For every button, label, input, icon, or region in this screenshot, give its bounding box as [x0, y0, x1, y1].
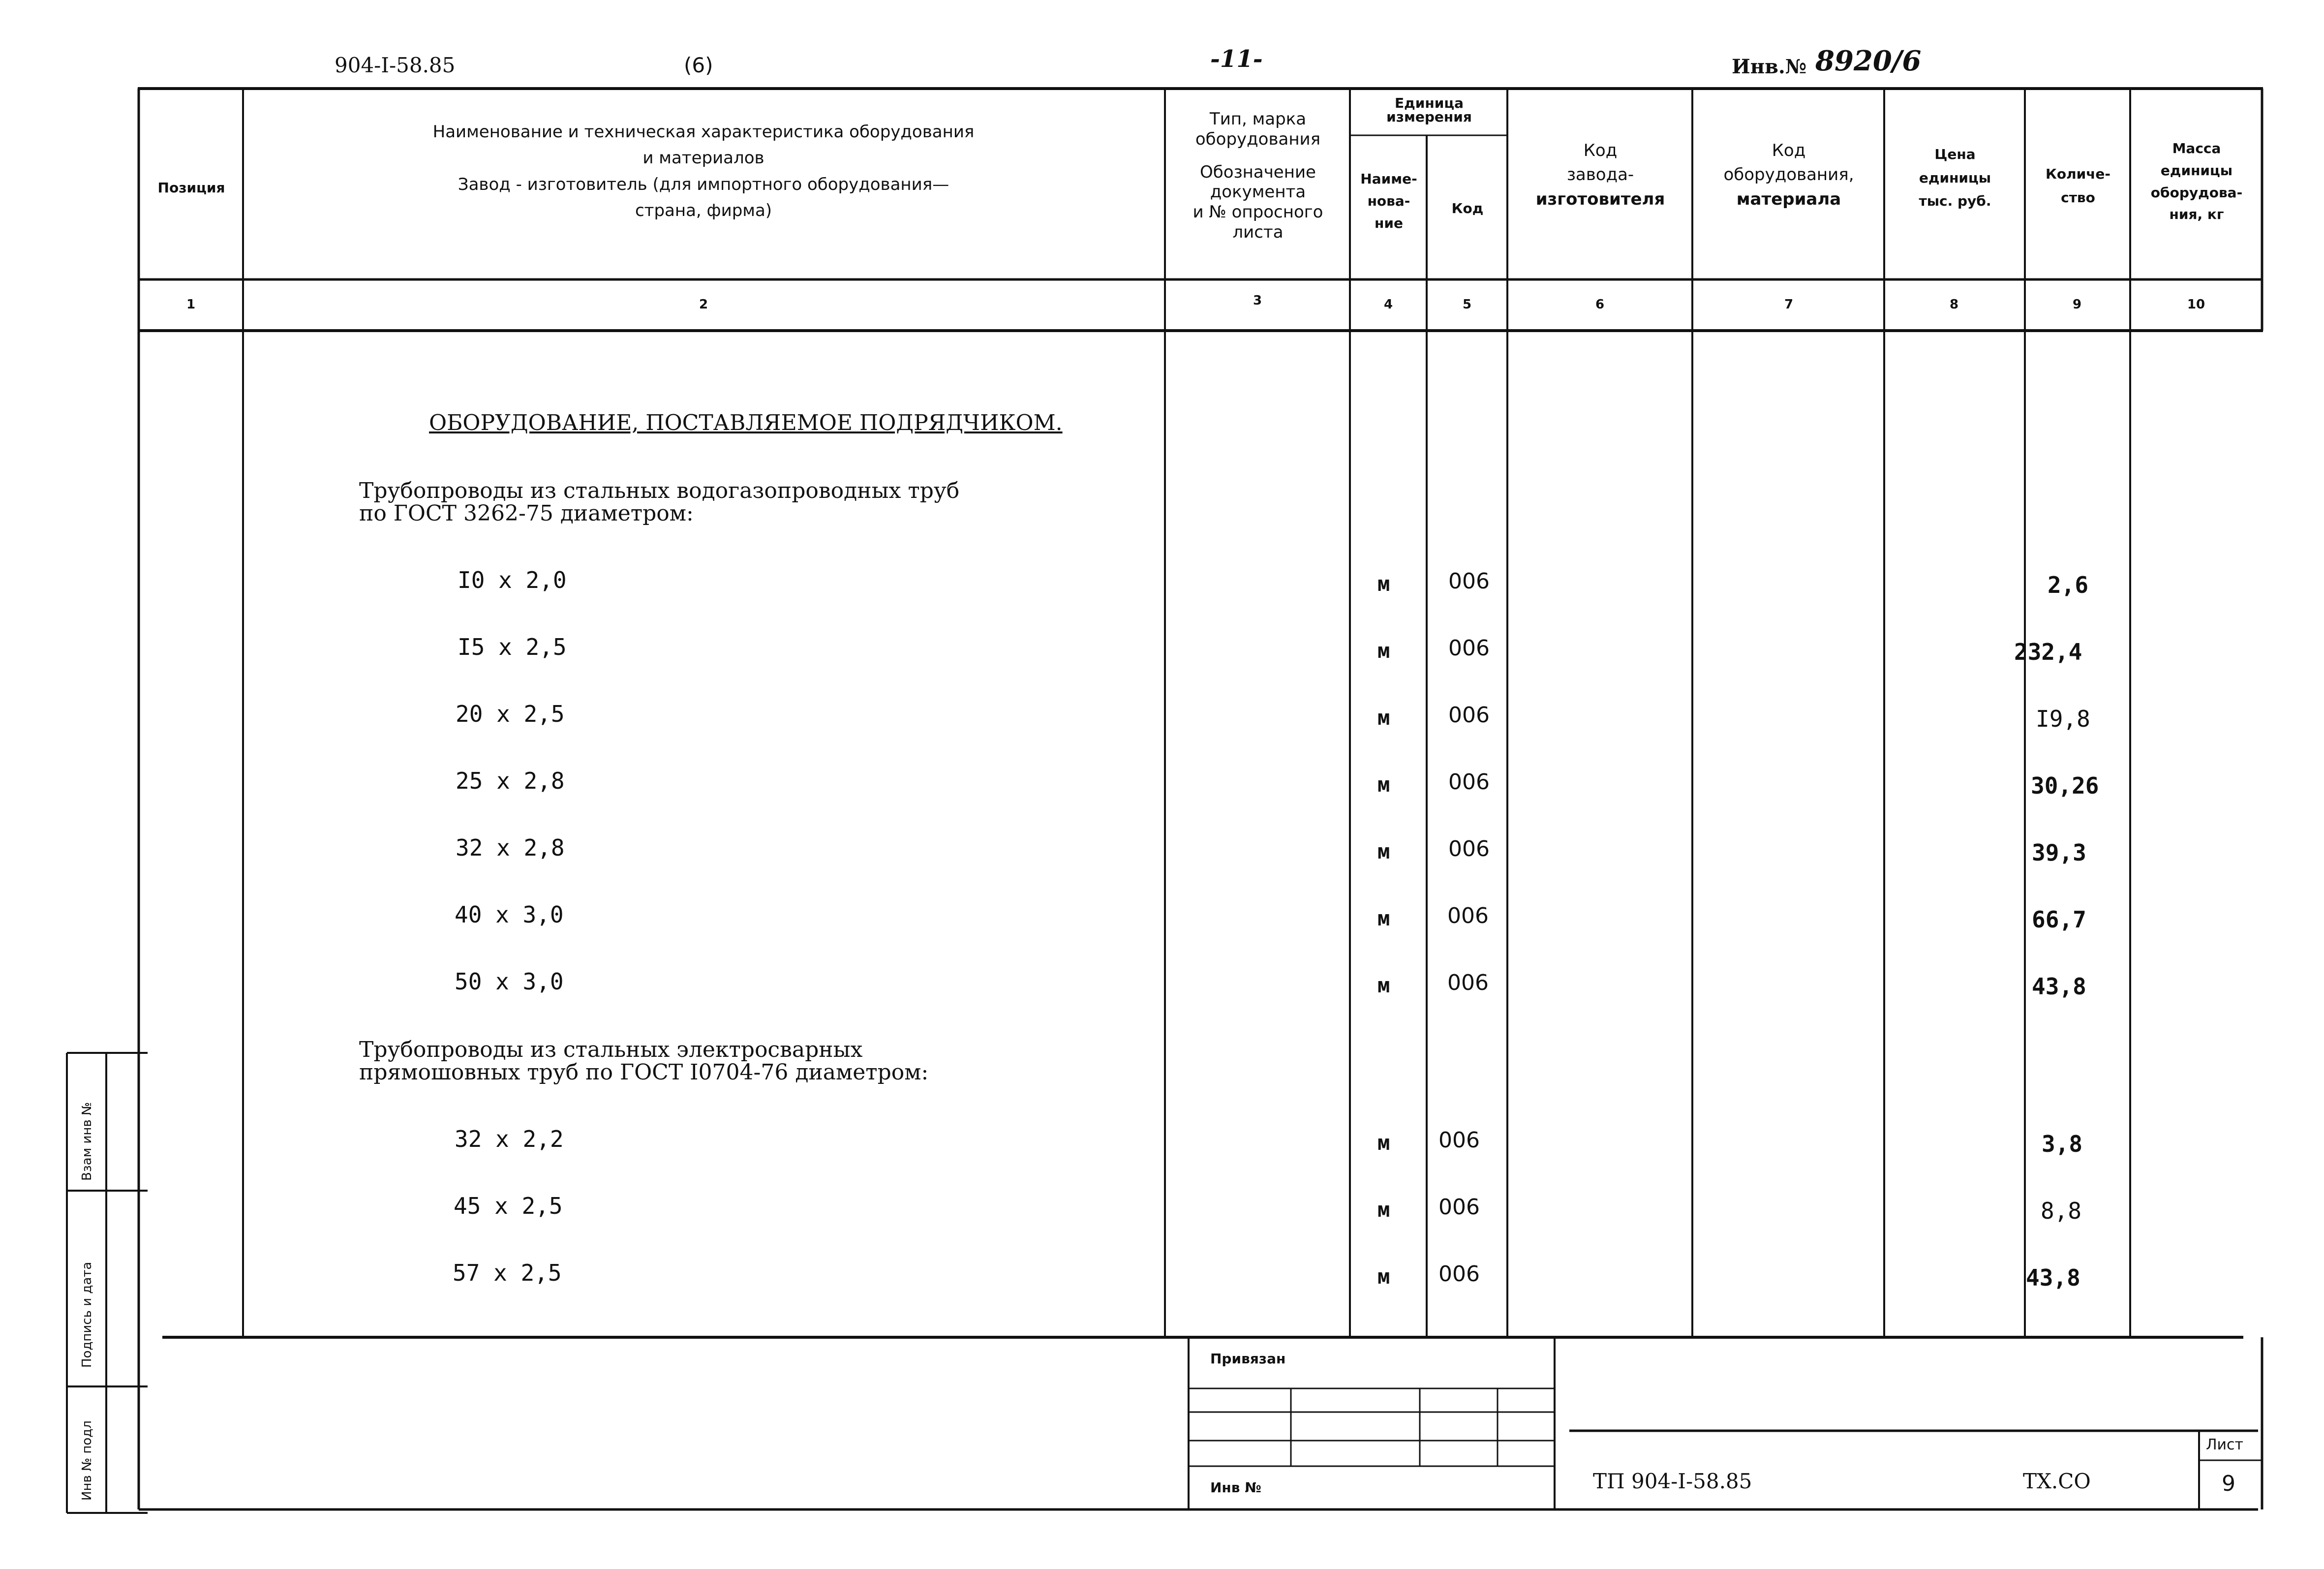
unit-name: м — [1377, 772, 1390, 797]
header-unit-name — [1351, 168, 1427, 234]
group1-title-line1: Трубопроводы из стальных водогазопроводных труб — [359, 478, 960, 503]
quantity: 66,7 — [2032, 906, 2086, 933]
sheet-label: Лист — [2206, 1436, 2244, 1453]
header-mfr-code-line3: изготовителя — [1535, 189, 1665, 209]
header-mass — [2131, 138, 2262, 226]
quantity: 232,4 — [2014, 639, 2082, 665]
quantity: 43,8 — [2026, 1264, 2080, 1291]
page-number: -11- — [1210, 45, 1263, 73]
unit-code: 006 — [1438, 1128, 1480, 1153]
unit-code: 006 — [1448, 836, 1490, 861]
pipe-size: 40 x 3,0 — [455, 901, 564, 928]
header-name — [246, 120, 1161, 223]
header-unit-name-line3: ние — [1375, 215, 1403, 231]
header-name-line4: страна, фирма) — [635, 200, 772, 220]
header-unit-group — [1351, 96, 1507, 124]
column-number: 3 — [1253, 293, 1262, 308]
unit-name: м — [1377, 1198, 1390, 1222]
sheet-number: 9 — [2222, 1471, 2235, 1496]
unit-name: м — [1377, 572, 1390, 596]
header-type-line6: листа — [1232, 222, 1284, 242]
header-type-line1: Тип, марка — [1209, 109, 1307, 129]
header-type-line2: оборудования — [1195, 129, 1321, 149]
unit-name: м — [1377, 639, 1390, 663]
column-number: 4 — [1383, 297, 1393, 312]
side-label-sign-date: Подпись и дата — [80, 1261, 94, 1368]
unit-code: 006 — [1448, 769, 1490, 795]
pipe-size: 45 x 2,5 — [454, 1193, 563, 1219]
unit-code: 006 — [1447, 970, 1489, 995]
column-number: 6 — [1595, 297, 1605, 312]
pipe-size: 20 x 2,5 — [456, 701, 565, 727]
section-title: ОБОРУДОВАНИЕ, ПОСТАВЛЯЕМОЕ ПОДРЯДЧИКОМ. — [429, 410, 1063, 435]
unit-name: м — [1377, 1131, 1390, 1155]
pipe-size: 57 x 2,5 — [453, 1260, 562, 1286]
header-mass-line1: Масса — [2172, 140, 2221, 156]
pipe-size: 25 x 2,8 — [456, 768, 565, 794]
unit-code: 006 — [1448, 703, 1490, 728]
group2-title-line2: прямошовных труб по ГОСТ I0704-76 диаметром: — [359, 1060, 929, 1085]
column-number: 10 — [2187, 297, 2205, 312]
sheet-variant: (6) — [684, 53, 713, 77]
header-mfr-code-line1: Код — [1583, 141, 1618, 160]
header-mass-line3: оборудова- — [2150, 184, 2243, 201]
column-number: 7 — [1784, 297, 1794, 312]
column-number: 2 — [699, 297, 708, 312]
header-mass-line4: ния, кг — [2169, 206, 2224, 223]
column-number: 8 — [1949, 297, 1959, 312]
inv-no-label: Инв № — [1210, 1479, 1261, 1496]
header-equip-code-line3: материала — [1736, 189, 1841, 209]
quantity: 3,8 — [2042, 1131, 2083, 1157]
header-qty — [2026, 162, 2130, 209]
header-price-line1: Цена — [1934, 146, 1976, 162]
group1-title-line2: по ГОСТ 3262-75 диаметром: — [359, 501, 694, 526]
side-label-inv-orig: Инв № подл — [80, 1420, 94, 1501]
pipe-size: I5 x 2,5 — [458, 634, 567, 660]
unit-code: 006 — [1448, 636, 1490, 661]
unit-code: 006 — [1438, 1261, 1480, 1287]
unit-code: 006 — [1447, 903, 1489, 928]
bound-label: Привязан — [1210, 1351, 1286, 1367]
group2-title-line1: Трубопроводы из стальных электросварных — [359, 1037, 863, 1062]
unit-name: м — [1377, 906, 1390, 930]
header-position: Позиция — [157, 180, 225, 196]
header-type — [1166, 109, 1350, 243]
pipe-size: 50 x 3,0 — [455, 968, 564, 995]
doc-code: 904-I-58.85 — [335, 53, 456, 77]
header-unit-code: Код — [1451, 200, 1484, 216]
header-price — [1885, 143, 2025, 213]
header-name-line2: и материалов — [642, 148, 764, 168]
header-equip-code — [1693, 139, 1884, 212]
quantity: 30,26 — [2031, 772, 2099, 799]
quantity: 2,6 — [2048, 572, 2089, 598]
header-type-line4: документа — [1210, 182, 1306, 202]
unit-name: м — [1377, 973, 1390, 997]
header-unit-name-line2: нова- — [1367, 192, 1410, 209]
section-code: ТХ.СО — [2023, 1469, 2091, 1493]
header-equip-code-line2: оборудования, — [1723, 165, 1854, 185]
header-unit-group-line2: измерения — [1386, 109, 1472, 125]
inv-number: 8920/6 — [1815, 45, 1922, 77]
quantity: 39,3 — [2032, 839, 2086, 866]
column-number: 1 — [186, 297, 196, 312]
header-name-line1: Наименование и техническая характеристика оборудования — [432, 122, 975, 142]
column-number: 9 — [2072, 297, 2082, 312]
side-label-replace: Взам инв № — [80, 1102, 94, 1181]
header-equip-code-line1: Код — [1772, 141, 1806, 160]
unit-code: 006 — [1448, 569, 1490, 594]
pipe-size: I0 x 2,0 — [458, 567, 567, 593]
unit-name: м — [1377, 1264, 1390, 1289]
quantity: 43,8 — [2032, 973, 2086, 1000]
pipe-size: 32 x 2,8 — [456, 834, 565, 861]
header-qty-line2: ство — [2061, 189, 2095, 206]
header-price-line3: тыс. руб. — [1919, 193, 1991, 210]
pipe-size: 32 x 2,2 — [455, 1126, 564, 1152]
header-unit-name-line1: Наиме- — [1360, 171, 1417, 187]
header-type-line5: и № опросного — [1193, 202, 1323, 222]
header-qty-line1: Количе- — [2045, 166, 2111, 182]
unit-code: 006 — [1438, 1195, 1480, 1220]
header-price-line2: единицы — [1919, 169, 1991, 186]
quantity: I9,8 — [2036, 706, 2090, 732]
quantity: 8,8 — [2041, 1198, 2082, 1224]
header-mfr-code — [1508, 139, 1692, 212]
inv-label: Инв.№ — [1732, 55, 1807, 78]
unit-name: м — [1377, 706, 1390, 730]
column-number: 5 — [1462, 297, 1472, 312]
unit-name: м — [1377, 839, 1390, 863]
header-mass-line2: единицы — [2160, 162, 2233, 179]
header-name-line3: Завод - изготовитель (для импортного оборудования— — [458, 174, 949, 194]
header-type-line3: Обозначение — [1200, 162, 1316, 182]
header-mfr-code-line2: завода- — [1566, 165, 1634, 185]
header-unit-group-line1: Единица — [1395, 95, 1464, 111]
project-code: ТП 904-I-58.85 — [1593, 1469, 1752, 1493]
